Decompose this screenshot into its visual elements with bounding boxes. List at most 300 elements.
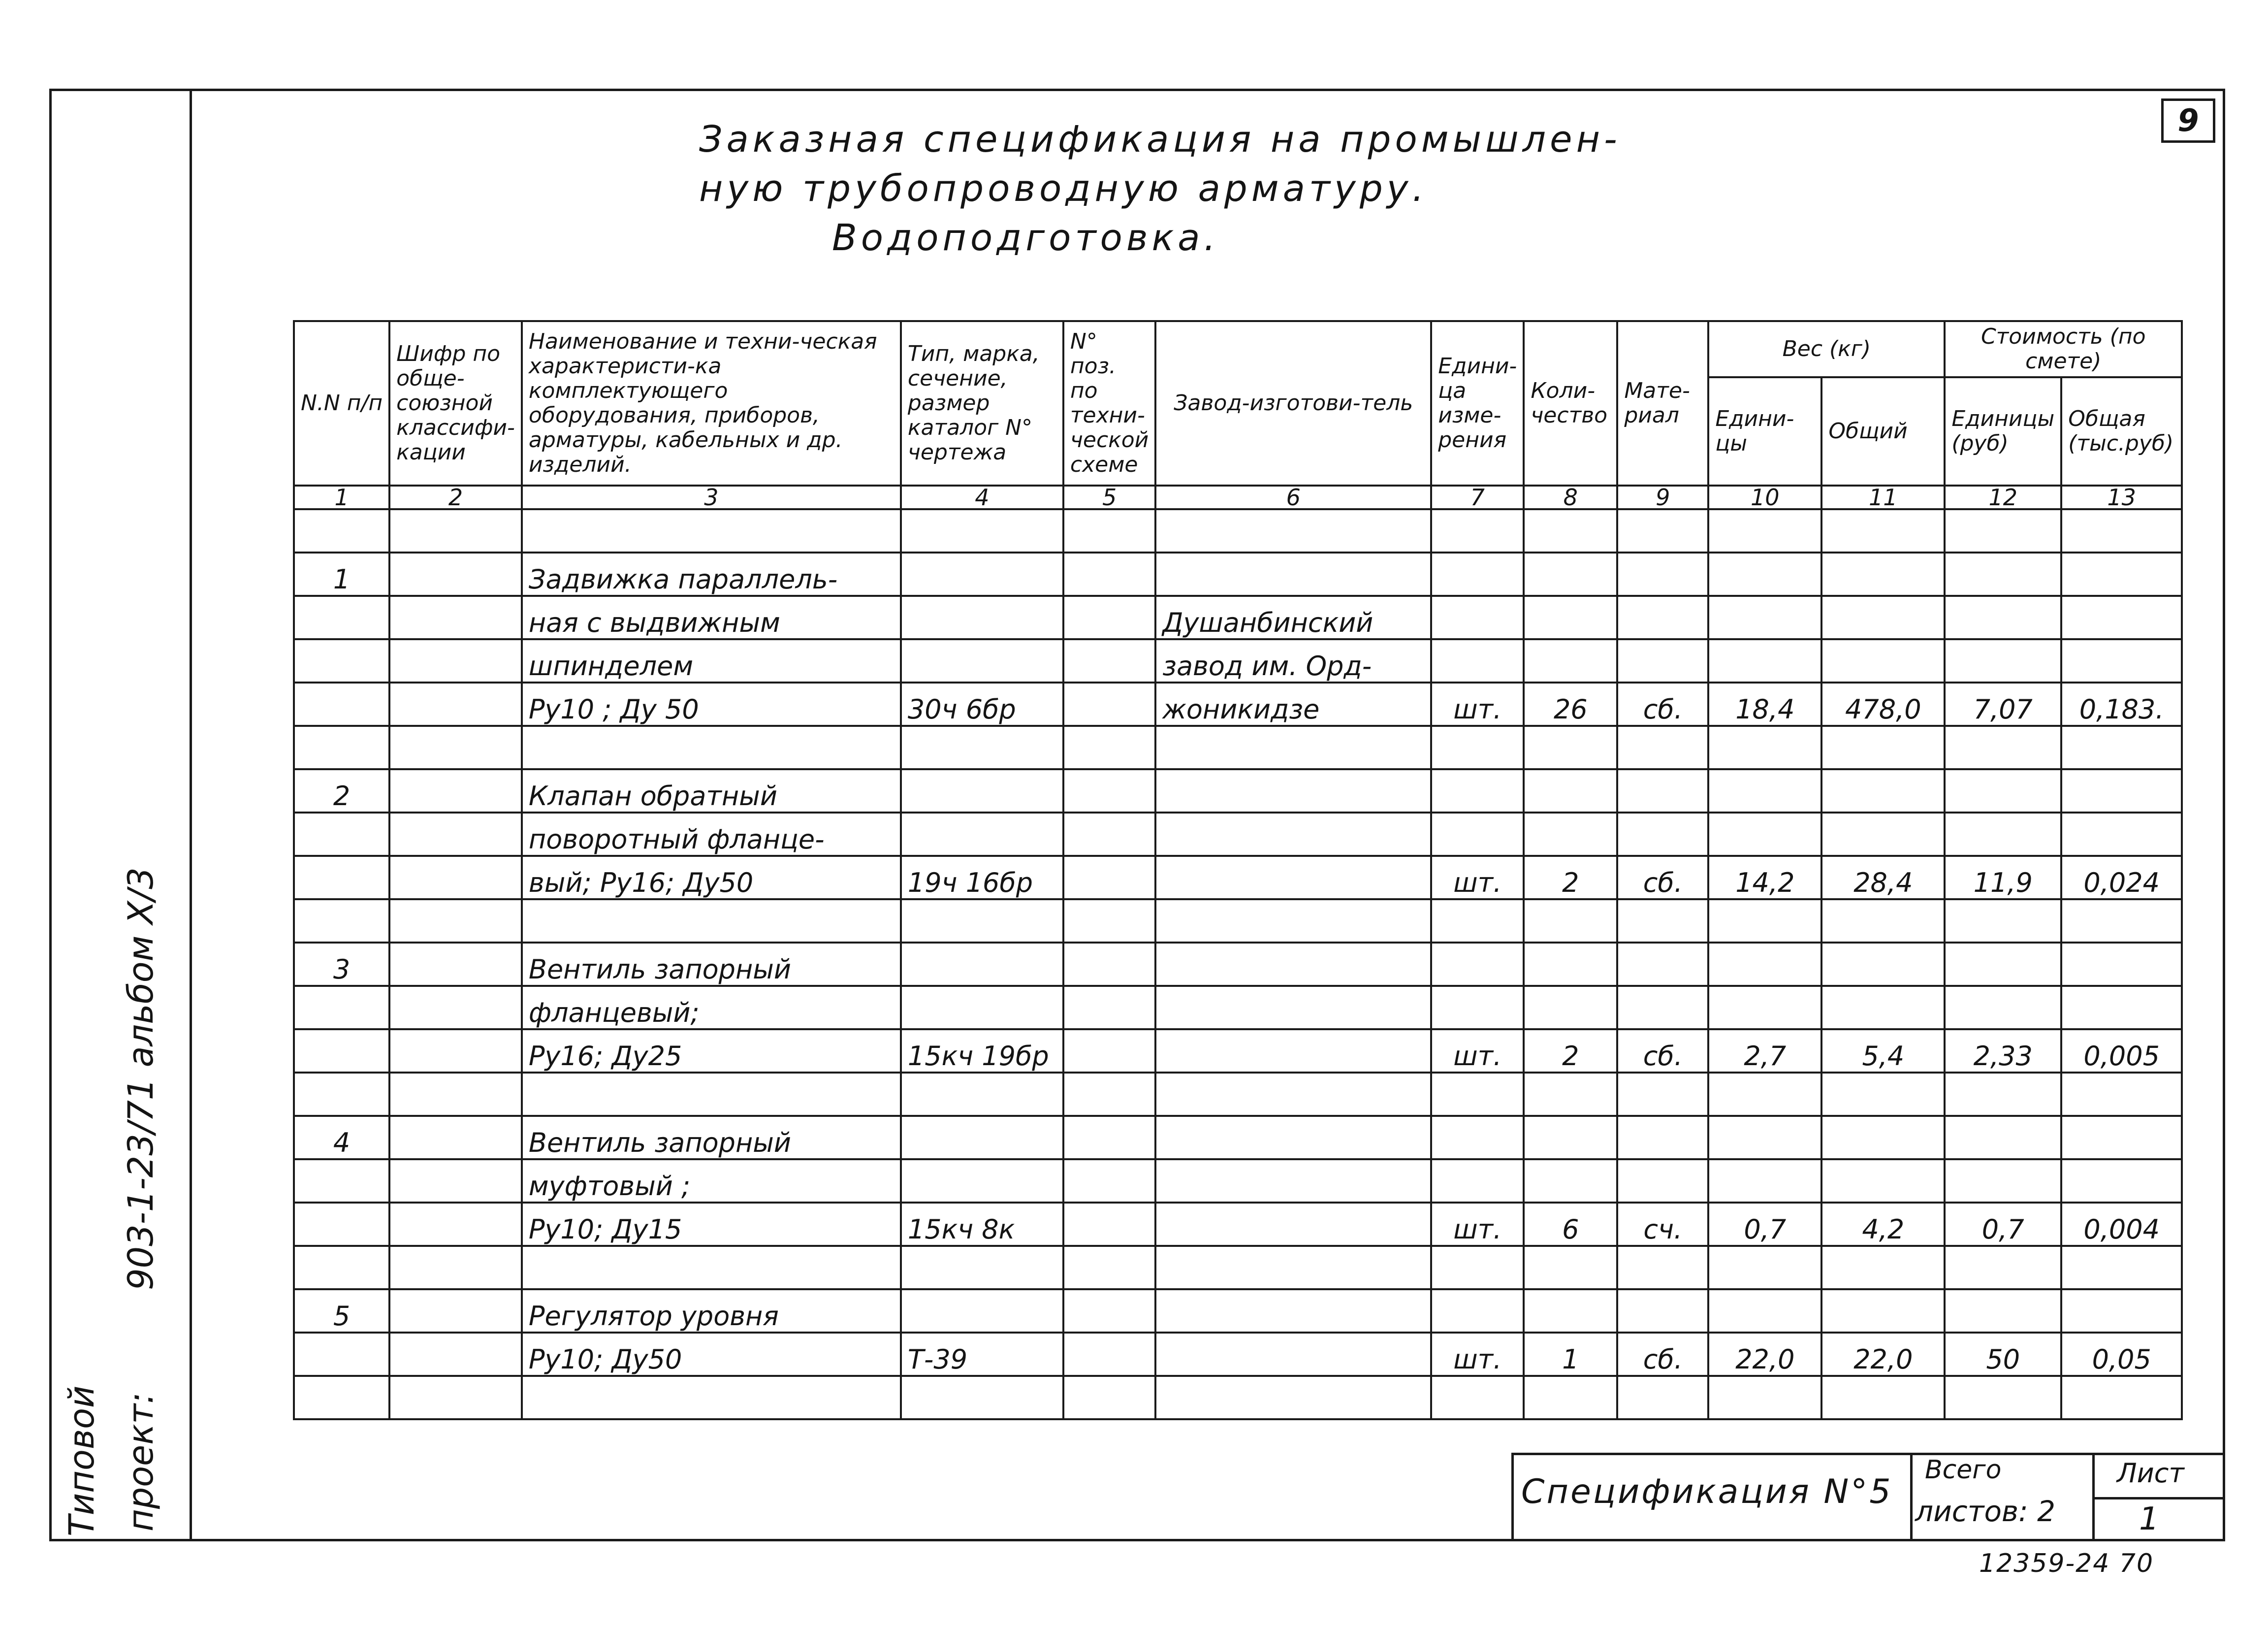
table-cell-col-6 [1155,1289,1431,1333]
table-cell-col-8 [1524,1376,1617,1419]
table-cell-col-6 [1155,899,1431,943]
table-row [294,1073,2182,1116]
table-cell-col-5 [1063,683,1155,726]
table-cell-col-12: 0,7 [1945,1203,2061,1246]
table-cell-col-7: шт. [1431,1203,1524,1246]
table-row [294,986,2182,1029]
table-cell-col-5 [1063,1159,1155,1203]
side-label-standard: Типовой [62,1385,102,1536]
table-cell-col-4 [901,1073,1063,1116]
table-cell-col-13 [2061,986,2182,1029]
table-cell-col-9: сб. [1617,1029,1708,1073]
table-row [294,1159,2182,1203]
table-cell-col-3 [522,726,901,769]
table-cell-col-4: 30ч 6бр [901,683,1063,726]
table-cell-col-12 [1945,509,2061,553]
table-cell-col-9 [1617,813,1708,856]
table-cell-col-7 [1431,1376,1524,1419]
table-cell-col-1 [294,856,389,899]
table-cell-col-5 [1063,1246,1155,1289]
table-cell-col-4 [901,813,1063,856]
table-cell-col-9 [1617,769,1708,813]
table-cell-col-13 [2061,596,2182,639]
table-cell-col-1 [294,1246,389,1289]
total-sheets-value: листов: 2 [1915,1495,2055,1528]
header-col-4: Тип, марка, сечение, размер каталог N° чертежа [901,321,1063,486]
table-cell-col-8 [1524,1289,1617,1333]
table-cell-col-10 [1708,769,1821,813]
table-cell-col-13: 0,183. [2061,683,2182,726]
table-cell-col-5 [1063,639,1155,683]
table-cell-col-5 [1063,553,1155,596]
table-cell-col-6: жоникидзе [1155,683,1431,726]
table-cell-col-6 [1155,1116,1431,1159]
column-number-5: 5 [1063,486,1155,509]
table-cell-col-6 [1155,1376,1431,1419]
table-cell-col-10: 18,4 [1708,683,1821,726]
table-cell-col-9 [1617,1376,1708,1419]
table-cell-col-12 [1945,1376,2061,1419]
table-cell-col-11: 478,0 [1821,683,1945,726]
table-cell-col-10: 22,0 [1708,1333,1821,1376]
table-cell-col-6: завод им. Орд- [1155,639,1431,683]
table-cell-col-1 [294,813,389,856]
table-cell-col-10 [1708,899,1821,943]
table-cell-col-9 [1617,726,1708,769]
table-cell-col-10 [1708,553,1821,596]
table-cell-col-8 [1524,509,1617,553]
table-cell-col-3: шпинделем [522,639,901,683]
table-cell-col-10 [1708,1073,1821,1116]
table-row [294,1116,2182,1159]
table-cell-col-12: 7,07 [1945,683,2061,726]
header-weight-unit: Едини-цы [1708,377,1821,486]
table-cell-col-1 [294,1159,389,1203]
table-cell-col-3: Ру10; Ду15 [522,1203,901,1246]
table-cell-col-9 [1617,943,1708,986]
table-cell-col-6 [1155,509,1431,553]
table-row [294,1333,2182,1376]
table-cell-col-5 [1063,1029,1155,1073]
table-cell-col-3 [522,509,901,553]
table-cell-col-6 [1155,1029,1431,1073]
table-cell-col-8 [1524,1159,1617,1203]
table-cell-col-11 [1821,1246,1945,1289]
table-cell-col-7 [1431,639,1524,683]
column-number-2: 2 [389,486,522,509]
table-cell-col-9: сб. [1617,683,1708,726]
table-cell-col-8: 2 [1524,1029,1617,1073]
table-cell-col-8 [1524,1116,1617,1159]
table-cell-col-13 [2061,1289,2182,1333]
table-cell-col-5 [1063,1073,1155,1116]
table-cell-col-5 [1063,769,1155,813]
table-cell-col-7 [1431,1073,1524,1116]
table-row [294,1029,2182,1073]
table-cell-col-8 [1524,1246,1617,1289]
table-cell-col-5 [1063,1203,1155,1246]
table-cell-col-7: шт. [1431,856,1524,899]
table-cell-col-1 [294,509,389,553]
table-cell-col-7 [1431,1246,1524,1289]
table-cell-col-1 [294,683,389,726]
header-col-9: Мате-риал [1617,321,1708,486]
table-cell-col-11 [1821,1289,1945,1333]
table-cell-col-2 [389,1333,522,1376]
table-cell-col-8: 26 [1524,683,1617,726]
table-cell-col-6 [1155,1073,1431,1116]
table-cell-col-11: 28,4 [1821,856,1945,899]
table-cell-col-10 [1708,1159,1821,1203]
table-cell-col-11 [1821,726,1945,769]
table-cell-col-8: 1 [1524,1333,1617,1376]
table-cell-col-4 [901,943,1063,986]
table-cell-col-13 [2061,1376,2182,1419]
table-cell-col-11: 5,4 [1821,1029,1945,1073]
table-cell-col-9 [1617,639,1708,683]
header-row-top [294,321,2182,377]
table-cell-col-6 [1155,1203,1431,1246]
table-cell-col-5 [1063,1116,1155,1159]
table-cell-col-9 [1617,1116,1708,1159]
sheet-value: 1 [2139,1501,2159,1537]
table-cell-col-8: 2 [1524,856,1617,899]
table-row [294,856,2182,899]
table-cell-col-3 [522,1246,901,1289]
column-number-1: 1 [294,486,389,509]
table-row [294,769,2182,813]
table-cell-col-1 [294,726,389,769]
table-cell-col-11 [1821,553,1945,596]
table-cell-col-8 [1524,813,1617,856]
table-cell-col-13 [2061,639,2182,683]
table-cell-col-11 [1821,639,1945,683]
table-cell-col-11 [1821,1116,1945,1159]
table-row [294,1246,2182,1289]
table-cell-col-10 [1708,813,1821,856]
table-cell-col-4 [901,509,1063,553]
specification-body [294,509,2182,1419]
table-cell-col-8 [1524,986,1617,1029]
table-cell-col-7: шт. [1431,683,1524,726]
column-number-6: 6 [1155,486,1431,509]
table-cell-col-10 [1708,1116,1821,1159]
table-cell-col-1 [294,986,389,1029]
column-number-row [294,486,2182,509]
table-cell-col-8: 6 [1524,1203,1617,1246]
table-cell-col-2 [389,1029,522,1073]
total-sheets-label: Всего [1925,1455,2002,1485]
table-cell-col-9 [1617,1289,1708,1333]
header-cost: Стоимость (по смете) [1945,321,2182,377]
table-cell-col-5 [1063,509,1155,553]
table-cell-col-4 [901,596,1063,639]
table-cell-col-7: шт. [1431,1333,1524,1376]
table-row [294,1203,2182,1246]
title-line-2: ную трубопроводную арматуру. [699,167,1428,210]
table-cell-col-2 [389,986,522,1029]
table-cell-col-10 [1708,509,1821,553]
table-cell-col-11: 4,2 [1821,1203,1945,1246]
table-cell-col-3 [522,899,901,943]
table-cell-col-4 [901,726,1063,769]
table-cell-col-5 [1063,856,1155,899]
table-cell-col-4 [901,1116,1063,1159]
table-cell-col-12 [1945,1289,2061,1333]
table-cell-col-9 [1617,1159,1708,1203]
table-cell-col-3: Ру10 ; Ду 50 [522,683,901,726]
table-cell-col-13 [2061,769,2182,813]
table-cell-col-12 [1945,596,2061,639]
table-cell-col-11 [1821,596,1945,639]
table-row [294,943,2182,986]
table-row [294,726,2182,769]
table-cell-col-7 [1431,769,1524,813]
table-cell-col-11 [1821,769,1945,813]
title-line-1: Заказная спецификация на промышлен- [699,118,1621,161]
table-cell-col-13 [2061,1073,2182,1116]
table-cell-col-13: 0,024 [2061,856,2182,899]
table-cell-col-11 [1821,509,1945,553]
title-block-divider-3 [2092,1497,2225,1499]
table-cell-col-4 [901,1289,1063,1333]
title-line-3: Водоподготовка. [832,217,1220,259]
table-cell-col-13: 0,004 [2061,1203,2182,1246]
table-cell-col-5 [1063,986,1155,1029]
column-number-3: 3 [522,486,901,509]
table-cell-col-12 [1945,1246,2061,1289]
table-cell-col-7 [1431,899,1524,943]
table-cell-col-8 [1524,899,1617,943]
table-row [294,553,2182,596]
header-col-5: N° поз. по техни-ческой схеме [1063,321,1155,486]
table-cell-col-10: 14,2 [1708,856,1821,899]
table-cell-col-5 [1063,1376,1155,1419]
table-cell-col-4 [901,639,1063,683]
table-cell-col-4: 19ч 16бр [901,856,1063,899]
table-cell-col-13 [2061,1116,2182,1159]
column-number-4: 4 [901,486,1063,509]
table-row [294,899,2182,943]
table-cell-col-5 [1063,1289,1155,1333]
table-cell-col-10 [1708,639,1821,683]
column-number-11: 11 [1821,486,1945,509]
table-cell-col-12 [1945,769,2061,813]
table-cell-col-4 [901,1159,1063,1203]
column-number-10: 10 [1708,486,1821,509]
table-cell-col-10: 2,7 [1708,1029,1821,1073]
table-cell-col-13: 0,05 [2061,1333,2182,1376]
table-cell-col-1 [294,596,389,639]
header-cost-unit: Единицы (руб) [1945,377,2061,486]
table-cell-col-8 [1524,1073,1617,1116]
table-cell-col-10 [1708,943,1821,986]
table-cell-col-2 [389,639,522,683]
table-cell-col-6 [1155,813,1431,856]
header-col-2: Шифр по обще-союзной классифи-кации [389,321,522,486]
table-cell-col-10 [1708,986,1821,1029]
table-row [294,683,2182,726]
table-cell-col-2 [389,1159,522,1203]
table-cell-col-3: Клапан обратный [522,769,901,813]
table-cell-col-12 [1945,1073,2061,1116]
table-cell-col-9 [1617,509,1708,553]
table-cell-col-2 [389,769,522,813]
table-row [294,1289,2182,1333]
table-cell-col-12 [1945,899,2061,943]
table-cell-col-7 [1431,986,1524,1029]
column-number-9: 9 [1617,486,1708,509]
table-cell-col-1: 1 [294,553,389,596]
table-cell-col-12 [1945,553,2061,596]
table-cell-col-12: 2,33 [1945,1029,2061,1073]
table-cell-col-7 [1431,943,1524,986]
table-row [294,1376,2182,1419]
header-col-8: Коли-чество [1524,321,1617,486]
table-cell-col-2 [389,856,522,899]
table-cell-col-5 [1063,726,1155,769]
spec-name: Спецификация N°5 [1521,1472,1893,1511]
table-cell-col-9: сч. [1617,1203,1708,1246]
table-cell-col-4: 15кч 8к [901,1203,1063,1246]
table-cell-col-8 [1524,943,1617,986]
table-cell-col-1 [294,1029,389,1073]
table-cell-col-12: 11,9 [1945,856,2061,899]
table-cell-col-4: Т-39 [901,1333,1063,1376]
header-weight: Вес (кг) [1708,321,1945,377]
table-cell-col-9 [1617,899,1708,943]
table-cell-col-9 [1617,553,1708,596]
table-cell-col-12 [1945,986,2061,1029]
table-cell-col-10 [1708,1376,1821,1419]
table-cell-col-11 [1821,1073,1945,1116]
table-cell-col-11 [1821,1376,1945,1419]
table-cell-col-12: 50 [1945,1333,2061,1376]
table-cell-col-9 [1617,1246,1708,1289]
table-cell-col-11 [1821,943,1945,986]
side-label-album: 903-1-23/71 альбом X/3 [121,867,161,1290]
table-row [294,596,2182,639]
table-cell-col-7 [1431,1289,1524,1333]
table-cell-col-7 [1431,1159,1524,1203]
header-col-7: Едини-ца изме-рения [1431,321,1524,486]
table-cell-col-6 [1155,1246,1431,1289]
table-row [294,509,2182,553]
sheet-label: Лист [2117,1458,2184,1489]
table-cell-col-1 [294,899,389,943]
table-cell-col-6 [1155,986,1431,1029]
table-cell-col-7 [1431,509,1524,553]
table-cell-col-2 [389,1203,522,1246]
table-cell-col-7 [1431,1116,1524,1159]
table-cell-col-3: Вентиль запорный [522,1116,901,1159]
table-cell-col-12 [1945,1159,2061,1203]
table-cell-col-3: Регулятор уровня [522,1289,901,1333]
table-cell-col-3: фланцевый; [522,986,901,1029]
column-number-12: 12 [1945,486,2061,509]
table-cell-col-12 [1945,813,2061,856]
table-cell-col-2 [389,683,522,726]
table-cell-col-6 [1155,1159,1431,1203]
table-cell-col-1: 3 [294,943,389,986]
table-cell-col-13: 0,005 [2061,1029,2182,1073]
table-cell-col-1 [294,639,389,683]
header-col-6: Завод-изготови-тель [1155,321,1431,486]
table-cell-col-2 [389,943,522,986]
table-cell-col-2 [389,899,522,943]
sheet-number: 9 [2177,102,2199,138]
table-cell-col-3: Вентиль запорный [522,943,901,986]
side-label-project: проект: [121,1392,161,1531]
table-cell-col-4 [901,899,1063,943]
table-cell-col-13 [2061,1246,2182,1289]
table-cell-col-1: 2 [294,769,389,813]
footer-code: 12359-24 70 [1979,1549,2154,1578]
specification-table [293,320,2183,1420]
table-cell-col-3: Ру16; Ду25 [522,1029,901,1073]
table-cell-col-13 [2061,509,2182,553]
table-cell-col-2 [389,596,522,639]
table-cell-col-5 [1063,943,1155,986]
table-cell-col-11 [1821,1159,1945,1203]
table-cell-col-2 [389,509,522,553]
table-row [294,639,2182,683]
column-number-13: 13 [2061,486,2182,509]
table-cell-col-10 [1708,726,1821,769]
table-cell-col-5 [1063,813,1155,856]
table-cell-col-3: Ру10; Ду50 [522,1333,901,1376]
header-weight-total: Общий [1821,377,1945,486]
table-cell-col-6 [1155,726,1431,769]
table-cell-col-5 [1063,899,1155,943]
table-cell-col-1 [294,1203,389,1246]
table-cell-col-7: шт. [1431,1029,1524,1073]
table-cell-col-7 [1431,596,1524,639]
table-cell-col-8 [1524,596,1617,639]
table-cell-col-7 [1431,553,1524,596]
table-cell-col-9: сб. [1617,856,1708,899]
table-cell-col-2 [389,1376,522,1419]
table-cell-col-3: муфтовый ; [522,1159,901,1203]
table-cell-col-12 [1945,726,2061,769]
table-cell-col-12 [1945,1116,2061,1159]
table-cell-col-10 [1708,1246,1821,1289]
binding-margin-line [190,89,192,1541]
table-cell-col-8 [1524,726,1617,769]
table-cell-col-3 [522,1073,901,1116]
table-cell-col-1 [294,1376,389,1419]
table-cell-col-6 [1155,856,1431,899]
table-cell-col-13 [2061,943,2182,986]
column-number-7: 7 [1431,486,1524,509]
table-cell-col-13 [2061,899,2182,943]
table-cell-col-9: сб. [1617,1333,1708,1376]
header-col-3: Наименование и техни-ческая характеристи-ка комплектующего оборудования, приборов, арматуры, кабельных и др. изделий. [522,321,901,486]
table-cell-col-10 [1708,596,1821,639]
table-cell-col-13 [2061,726,2182,769]
table-cell-col-7 [1431,813,1524,856]
table-cell-col-1 [294,1073,389,1116]
table-cell-col-5 [1063,1333,1155,1376]
table-cell-col-3 [522,1376,901,1419]
table-cell-col-3: Задвижка параллель- [522,553,901,596]
table-cell-col-13 [2061,1159,2182,1203]
table-cell-col-3: поворотный фланце- [522,813,901,856]
table-cell-col-12 [1945,639,2061,683]
table-cell-col-10 [1708,1289,1821,1333]
table-cell-col-12 [1945,943,2061,986]
header-cost-total: Общая (тыс.руб) [2061,377,2182,486]
